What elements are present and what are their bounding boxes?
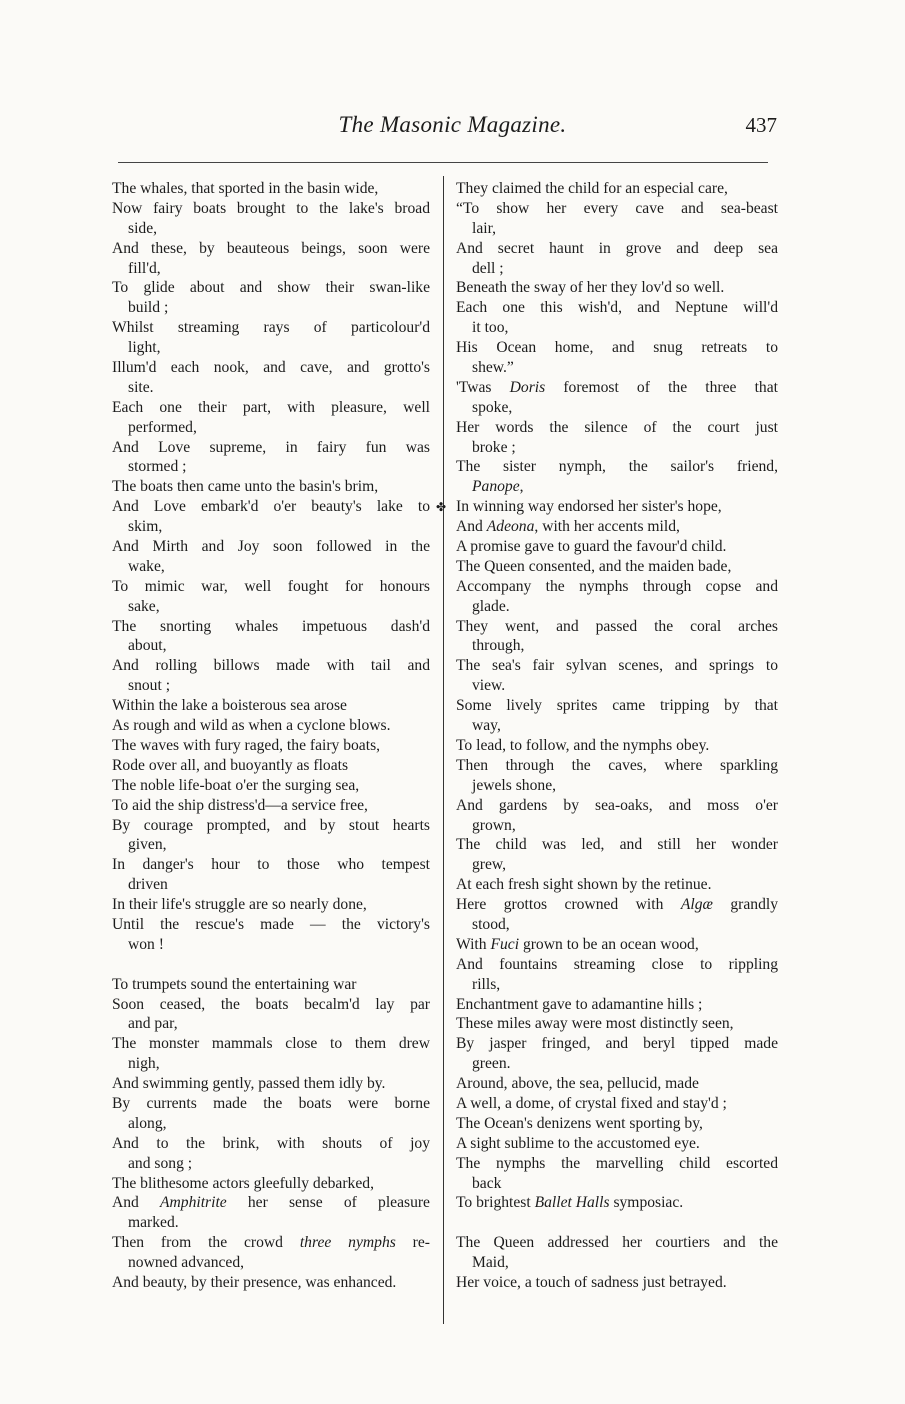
verse-line: Then through the caves, where sparkling bbox=[456, 756, 778, 774]
verse-line: side, bbox=[128, 219, 158, 237]
verse-line: And to the brink, with shouts of joy bbox=[112, 1134, 430, 1152]
verse-line: Beneath the sway of her they lov'd so well. bbox=[456, 279, 725, 297]
verse-line: snout ; bbox=[128, 677, 171, 695]
verse-line: Within the lake a boisterous sea arose bbox=[112, 697, 347, 715]
verse-line: And secret haunt in grove and deep sea bbox=[456, 239, 778, 257]
verse-line: And Love embark'd o'er beauty's lake to bbox=[112, 498, 430, 516]
verse-line: The Queen consented, and the maiden bade, bbox=[456, 557, 732, 575]
verse-line: Her words the silence of the court just bbox=[456, 418, 778, 436]
verse-line: These miles away were most distinctly seen, bbox=[456, 1015, 734, 1033]
verse-line: And rolling billows made with tail and bbox=[112, 657, 430, 675]
verse-line: The waves with fury raged, the fairy boats, bbox=[112, 736, 381, 754]
verse-line: In winning way endorsed her sister's hope, bbox=[456, 498, 722, 516]
verse-line: fill'd, bbox=[128, 259, 161, 277]
verse-line: The sea's fair sylvan scenes, and springs to bbox=[456, 657, 778, 675]
verse-line: performed, bbox=[128, 418, 197, 436]
verse-line: it too, bbox=[472, 319, 509, 337]
verse-line: Each one this wish'd, and Neptune will'd bbox=[456, 299, 778, 317]
verse-line: The noble life-boat o'er the surging sea, bbox=[112, 776, 360, 794]
verse-line: They claimed the child for an especial care, bbox=[456, 180, 728, 197]
verse-line: spoke, bbox=[472, 398, 513, 416]
verse-line: back bbox=[472, 1174, 502, 1192]
verse-line: A sight sublime to the accustomed eye. bbox=[456, 1134, 700, 1152]
magazine-title: The Masonic Magazine. bbox=[338, 112, 567, 137]
verse-line: Her voice, a touch of sadness just betrayed. bbox=[456, 1274, 727, 1291]
verse-line: As rough and wild as when a cyclone blows. bbox=[112, 717, 391, 735]
verse-line: Now fairy boats brought to the lake's broad bbox=[112, 199, 430, 217]
verse-line: Until the rescue's made — the victory's bbox=[112, 915, 430, 933]
verse-line: marked. bbox=[128, 1214, 179, 1232]
verse-line: To glide about and show their swan-like bbox=[112, 279, 430, 297]
verse-line: Then from the crowd three nymphs re- bbox=[112, 1234, 430, 1252]
verse-line: By currents made the boats were borne bbox=[112, 1094, 430, 1112]
verse-line: And fountains streaming close to rippling bbox=[456, 955, 778, 973]
verse-line: green. bbox=[472, 1055, 511, 1073]
verse-line: His Ocean home, and snug retreats to bbox=[456, 339, 778, 357]
verse-line: To brightest Ballet Halls symposiac. bbox=[456, 1194, 684, 1212]
verse-line: Accompany the nymphs through copse and bbox=[456, 577, 778, 595]
verse-line: They went, and passed the coral arches bbox=[456, 617, 778, 635]
verse-line: Illum'd each nook, and cave, and grotto's bbox=[112, 359, 430, 377]
verse-line: and par, bbox=[128, 1015, 178, 1033]
verse-line: nigh, bbox=[128, 1055, 160, 1073]
column-divider bbox=[443, 176, 444, 1324]
verse-line: grown, bbox=[472, 816, 516, 834]
verse-line: By jasper fringed, and beryl tipped made bbox=[456, 1035, 778, 1053]
verse-line: Enchantment gave to adamantine hills ; bbox=[456, 995, 703, 1013]
verse-line: skim, bbox=[128, 518, 163, 536]
verse-line: And swimming gently, passed them idly by. bbox=[112, 1075, 386, 1093]
verse-line: “To show her every cave and sea-beast bbox=[456, 199, 778, 217]
verse-line: The boats then came unto the basin's brim, bbox=[112, 478, 379, 496]
verse-line: dell ; bbox=[472, 259, 504, 277]
verse-line: The Ocean's denizens went sporting by, bbox=[456, 1114, 703, 1132]
verse-line: grew, bbox=[472, 856, 507, 874]
running-header bbox=[0, 112, 905, 142]
verse-line: Around, above, the sea, pellucid, made bbox=[456, 1075, 699, 1093]
verse-line: glade. bbox=[472, 597, 510, 615]
verse-line: along, bbox=[128, 1114, 167, 1132]
right-column-poem bbox=[456, 179, 778, 1293]
verse-line: Here grottos crowned with Algæ grandly bbox=[456, 896, 778, 914]
verse-line: sake, bbox=[128, 597, 160, 615]
left-column-poem bbox=[112, 179, 430, 1293]
verse-line: Soon ceased, the boats becalm'd lay par bbox=[112, 995, 430, 1013]
verse-line: A well, a dome, of crystal fixed and stay'd ; bbox=[456, 1094, 727, 1112]
verse-line: won ! bbox=[128, 935, 164, 953]
verse-line: build ; bbox=[128, 299, 169, 317]
verse-line: site. bbox=[128, 378, 154, 396]
verse-line: about, bbox=[128, 637, 167, 655]
verse-line: And Love supreme, in fairy fun was bbox=[112, 438, 430, 456]
page-number: 437 bbox=[745, 113, 777, 137]
verse-line: And these, by beauteous beings, soon were bbox=[112, 239, 430, 257]
verse-line: And beauty, by their presence, was enhanced. bbox=[112, 1274, 397, 1291]
verse-line: Rode over all, and buoyantly as floats bbox=[112, 756, 349, 774]
verse-line: The snorting whales impetuous dash'd bbox=[112, 617, 430, 635]
verse-line: way, bbox=[472, 717, 501, 735]
verse-line: The nymphs the marvelling child escorted bbox=[456, 1154, 778, 1172]
verse-line: The Queen addressed her courtiers and the bbox=[456, 1234, 778, 1252]
verse-line: given, bbox=[128, 836, 167, 854]
verse-line: wake, bbox=[128, 557, 165, 575]
verse-line: rills, bbox=[472, 975, 501, 993]
verse-line: shew.” bbox=[472, 359, 514, 377]
verse-line: driven bbox=[128, 876, 168, 894]
verse-line: To trumpets sound the entertaining war bbox=[112, 975, 357, 993]
verse-line: Whilst streaming rays of particolour'd bbox=[112, 319, 430, 337]
verse-line: In danger's hour to those who tempest bbox=[112, 856, 430, 874]
verse-line: To lead, to follow, and the nymphs obey. bbox=[456, 736, 710, 754]
verse-line: The sister nymph, the sailor's friend, bbox=[456, 458, 778, 476]
verse-line: Panope, bbox=[472, 478, 524, 496]
verse-line: The whales, that sported in the basin wide, bbox=[112, 180, 379, 197]
verse-line: By courage prompted, and by stout hearts bbox=[112, 816, 430, 834]
verse-line: and song ; bbox=[128, 1154, 193, 1172]
verse-line: Maid, bbox=[472, 1254, 509, 1272]
header-rule bbox=[118, 162, 768, 163]
verse-line: The blithesome actors gleefully debarked, bbox=[112, 1174, 374, 1192]
verse-line: And Adeona, with her accents mild, bbox=[456, 518, 680, 536]
verse-line: Each one their part, with pleasure, well bbox=[112, 398, 430, 416]
verse-line: broke ; bbox=[472, 438, 516, 456]
verse-line: With Fuci grown to be an ocean wood, bbox=[456, 935, 699, 953]
verse-line: stormed ; bbox=[128, 458, 187, 476]
verse-line: stood, bbox=[472, 915, 510, 933]
verse-line: A promise gave to guard the favour'd child. bbox=[456, 538, 727, 556]
verse-line: At each fresh sight shown by the retinue. bbox=[456, 876, 712, 894]
verse-line: 'Twas Doris foremost of the three that bbox=[456, 378, 778, 396]
verse-line: light, bbox=[128, 339, 161, 357]
verse-line: In their life's struggle are so nearly done, bbox=[112, 896, 367, 914]
verse-line: The monster mammals close to them drew bbox=[112, 1035, 430, 1053]
verse-line: And Amphitrite her sense of pleasure bbox=[112, 1194, 430, 1212]
verse-line: Some lively sprites came tripping by that bbox=[456, 697, 778, 715]
verse-line: lair, bbox=[472, 219, 497, 237]
verse-line: The child was led, and still her wonder bbox=[456, 836, 778, 854]
verse-line: And gardens by sea-oaks, and moss o'er bbox=[456, 796, 778, 814]
verse-line: nowned advanced, bbox=[128, 1254, 245, 1272]
verse-line: jewels shone, bbox=[472, 776, 557, 794]
verse-line: through, bbox=[472, 637, 525, 655]
verse-line: To mimic war, well fought for honours bbox=[112, 577, 430, 595]
verse-line: To aid the ship distress'd—a service free, bbox=[112, 796, 368, 814]
ornament-mark: ✤ bbox=[436, 500, 447, 514]
verse-line: And Mirth and Joy soon followed in the bbox=[112, 538, 430, 556]
verse-line: view. bbox=[472, 677, 506, 695]
